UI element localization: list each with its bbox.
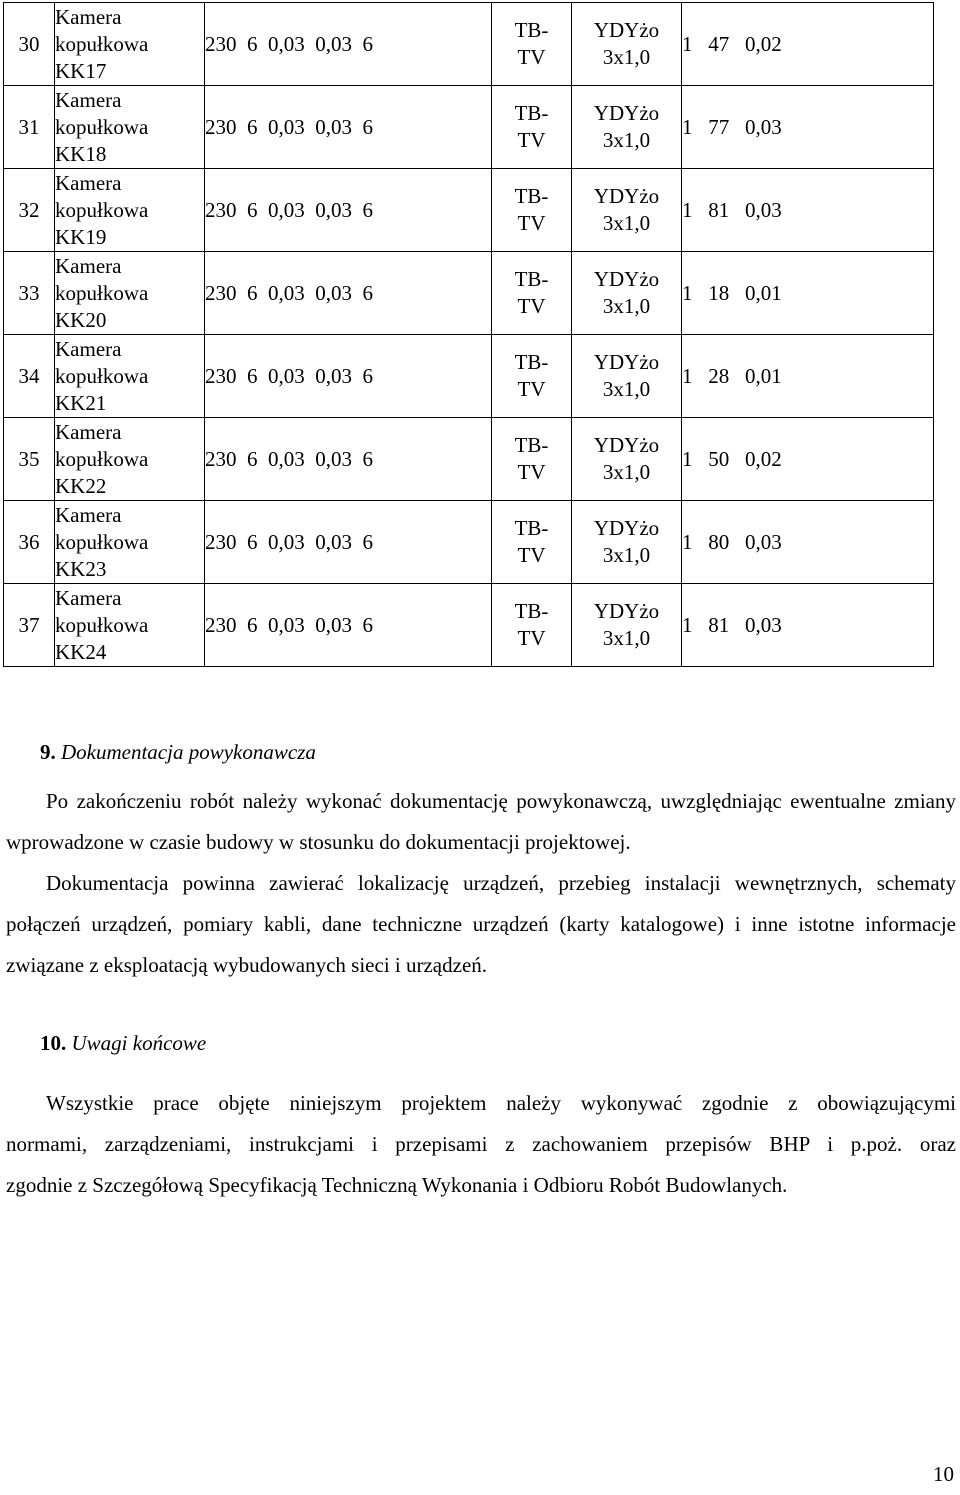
table-row bbox=[4, 3, 934, 86]
section-9-body bbox=[6, 781, 956, 986]
parameters-values: 230 6 0,03 0,03 6 bbox=[205, 197, 373, 222]
table-row bbox=[4, 501, 934, 584]
parameters-values: 230 6 0,03 0,03 6 bbox=[205, 363, 373, 388]
cable-line-2: 3x1,0 bbox=[602, 294, 651, 318]
device-name-line-2: kopułkowa bbox=[55, 197, 149, 222]
type-line-1: TB- bbox=[514, 350, 549, 374]
cable-line-2: 3x1,0 bbox=[602, 377, 651, 401]
cable-line-2: 3x1,0 bbox=[602, 211, 651, 235]
device-name-line-3: KK23 bbox=[55, 556, 107, 581]
parameters-cell bbox=[205, 86, 492, 169]
cable-line-1: YDYżo bbox=[593, 433, 660, 457]
device-name-line-1: Kamera bbox=[55, 253, 122, 278]
type-cell bbox=[492, 418, 572, 501]
cable-cell bbox=[572, 169, 682, 252]
parameters-cell bbox=[205, 501, 492, 584]
parameters-values: 230 6 0,03 0,03 6 bbox=[205, 612, 373, 637]
cable-line-1: YDYżo bbox=[593, 599, 660, 623]
section-10-heading bbox=[40, 1030, 206, 1056]
section-10-title: Uwagi końcowe bbox=[71, 1031, 207, 1055]
type-line-2: TV bbox=[517, 294, 546, 318]
cable-line-2: 3x1,0 bbox=[602, 626, 651, 650]
device-name-line-1: Kamera bbox=[55, 87, 122, 112]
measurement-values: 1 47 0,02 bbox=[682, 31, 782, 56]
table-row bbox=[4, 584, 934, 667]
section-10-line-2: normami, zarządzeniami, instrukcjami i przepisami z zachowaniem przepisów BHP i p.poż. oraz bbox=[6, 1132, 956, 1156]
cable-cell bbox=[572, 252, 682, 335]
cable-line-1: YDYżo bbox=[593, 516, 660, 540]
row-number: 37 bbox=[4, 584, 55, 667]
type-line-1: TB- bbox=[514, 267, 549, 291]
type-cell bbox=[492, 501, 572, 584]
cable-line-2: 3x1,0 bbox=[602, 128, 651, 152]
device-name-cell bbox=[55, 86, 205, 169]
cable-cell bbox=[572, 418, 682, 501]
measurement-values: 1 81 0,03 bbox=[682, 612, 782, 637]
measurement-cell bbox=[682, 584, 934, 667]
cable-line-1: YDYżo bbox=[593, 350, 660, 374]
table-row bbox=[4, 169, 934, 252]
device-name-cell bbox=[55, 335, 205, 418]
cable-line-2: 3x1,0 bbox=[602, 45, 651, 69]
cable-line-1: YDYżo bbox=[593, 101, 660, 125]
section-10-body bbox=[6, 1083, 956, 1206]
device-name-cell bbox=[55, 501, 205, 584]
cable-line-1: YDYżo bbox=[593, 267, 660, 291]
device-name-line-2: kopułkowa bbox=[55, 114, 149, 139]
type-line-1: TB- bbox=[514, 101, 549, 125]
table-row bbox=[4, 418, 934, 501]
device-name-line-1: Kamera bbox=[55, 419, 122, 444]
device-name-line-3: KK22 bbox=[55, 473, 107, 498]
type-line-2: TV bbox=[517, 128, 546, 152]
section-10-line-1: Wszystkie prace objęte niniejszym projektem należy wykonywać zgodnie z obowiązującymi bbox=[46, 1091, 956, 1115]
equipment-table bbox=[3, 2, 934, 667]
device-name-line-2: kopułkowa bbox=[55, 529, 149, 554]
parameters-cell bbox=[205, 335, 492, 418]
device-name-line-3: KK24 bbox=[55, 639, 107, 664]
measurement-cell bbox=[682, 501, 934, 584]
device-name-line-2: kopułkowa bbox=[55, 612, 149, 637]
device-name-cell bbox=[55, 3, 205, 86]
row-number: 30 bbox=[4, 3, 55, 86]
device-name-line-1: Kamera bbox=[55, 170, 122, 195]
page-number: 10 bbox=[933, 1462, 954, 1486]
device-name-line-3: KK18 bbox=[55, 141, 107, 166]
measurement-cell bbox=[682, 3, 934, 86]
type-cell bbox=[492, 3, 572, 86]
device-name-line-1: Kamera bbox=[55, 502, 122, 527]
measurement-cell bbox=[682, 169, 934, 252]
device-name-cell bbox=[55, 418, 205, 501]
parameters-values: 230 6 0,03 0,03 6 bbox=[205, 280, 373, 305]
row-number: 36 bbox=[4, 501, 55, 584]
type-line-2: TV bbox=[517, 626, 546, 650]
measurement-cell bbox=[682, 252, 934, 335]
type-cell bbox=[492, 335, 572, 418]
type-cell bbox=[492, 86, 572, 169]
device-name-line-3: KK19 bbox=[55, 224, 107, 249]
type-cell bbox=[492, 584, 572, 667]
row-number: 35 bbox=[4, 418, 55, 501]
measurement-values: 1 81 0,03 bbox=[682, 197, 782, 222]
type-line-1: TB- bbox=[514, 433, 549, 457]
parameters-values: 230 6 0,03 0,03 6 bbox=[205, 31, 373, 56]
type-line-2: TV bbox=[517, 211, 546, 235]
table-row bbox=[4, 86, 934, 169]
cable-line-2: 3x1,0 bbox=[602, 460, 651, 484]
device-name-line-2: kopułkowa bbox=[55, 446, 149, 471]
parameters-values: 230 6 0,03 0,03 6 bbox=[205, 529, 373, 554]
cable-line-1: YDYżo bbox=[593, 184, 660, 208]
device-name-line-1: Kamera bbox=[55, 4, 122, 29]
section-9-number: 9. bbox=[40, 740, 56, 764]
device-name-line-3: KK20 bbox=[55, 307, 107, 332]
cable-cell bbox=[572, 335, 682, 418]
type-cell bbox=[492, 252, 572, 335]
cable-cell bbox=[572, 86, 682, 169]
measurement-values: 1 77 0,03 bbox=[682, 114, 782, 139]
measurement-values: 1 28 0,01 bbox=[682, 363, 782, 388]
device-name-line-3: KK21 bbox=[55, 390, 107, 415]
type-line-2: TV bbox=[517, 460, 546, 484]
type-line-1: TB- bbox=[514, 599, 549, 623]
parameters-values: 230 6 0,03 0,03 6 bbox=[205, 114, 373, 139]
device-name-line-3: KK17 bbox=[55, 58, 107, 83]
measurement-values: 1 18 0,01 bbox=[682, 280, 782, 305]
row-number: 32 bbox=[4, 169, 55, 252]
measurement-values: 1 80 0,03 bbox=[682, 529, 782, 554]
type-line-2: TV bbox=[517, 45, 546, 69]
device-name-line-2: kopułkowa bbox=[55, 31, 149, 56]
measurement-cell bbox=[682, 335, 934, 418]
row-number: 33 bbox=[4, 252, 55, 335]
parameters-cell bbox=[205, 584, 492, 667]
section-10-number: 10. bbox=[40, 1031, 67, 1055]
section-9-heading bbox=[40, 739, 316, 765]
type-line-2: TV bbox=[517, 543, 546, 567]
device-name-cell bbox=[55, 584, 205, 667]
table-row bbox=[4, 252, 934, 335]
table-row bbox=[4, 335, 934, 418]
cable-line-2: 3x1,0 bbox=[602, 543, 651, 567]
cable-cell bbox=[572, 584, 682, 667]
type-line-1: TB- bbox=[514, 516, 549, 540]
type-line-1: TB- bbox=[514, 184, 549, 208]
section-9-paragraph-1: Po zakończeniu robót należy wykonać dokumentację powykonawczą, uwzględniając ewentualne zmiany wprowadzone w czasie budowy w stosunku do dokumentacji projektowej. bbox=[6, 789, 956, 854]
parameters-cell bbox=[205, 169, 492, 252]
measurement-cell bbox=[682, 86, 934, 169]
type-line-1: TB- bbox=[514, 18, 549, 42]
section-10-line-3: zgodnie z Szczegółową Specyfikacją Techniczną Wykonania i Odbioru Robót Budowlanych. bbox=[6, 1173, 788, 1197]
parameters-cell bbox=[205, 418, 492, 501]
section-9-title: Dokumentacja powykonawcza bbox=[61, 740, 316, 764]
cable-cell bbox=[572, 501, 682, 584]
device-name-line-2: kopułkowa bbox=[55, 280, 149, 305]
type-cell bbox=[492, 169, 572, 252]
type-line-2: TV bbox=[517, 377, 546, 401]
row-number: 31 bbox=[4, 86, 55, 169]
device-name-line-1: Kamera bbox=[55, 585, 122, 610]
device-name-line-1: Kamera bbox=[55, 336, 122, 361]
parameters-cell bbox=[205, 3, 492, 86]
cable-line-1: YDYżo bbox=[593, 18, 660, 42]
parameters-values: 230 6 0,03 0,03 6 bbox=[205, 446, 373, 471]
cable-cell bbox=[572, 3, 682, 86]
section-9-paragraph-2: Dokumentacja powinna zawierać lokalizację urządzeń, przebieg instalacji wewnętrznych, schematy połączeń urządzeń, pomiary kabli, dane techniczne urządzeń (karty katalogowe) i inne istotne informacje związane z eksploatacją wybudowanych sieci i urządzeń. bbox=[6, 871, 956, 977]
device-name-cell bbox=[55, 252, 205, 335]
device-name-line-2: kopułkowa bbox=[55, 363, 149, 388]
measurement-cell bbox=[682, 418, 934, 501]
parameters-cell bbox=[205, 252, 492, 335]
device-name-cell bbox=[55, 169, 205, 252]
row-number: 34 bbox=[4, 335, 55, 418]
measurement-values: 1 50 0,02 bbox=[682, 446, 782, 471]
